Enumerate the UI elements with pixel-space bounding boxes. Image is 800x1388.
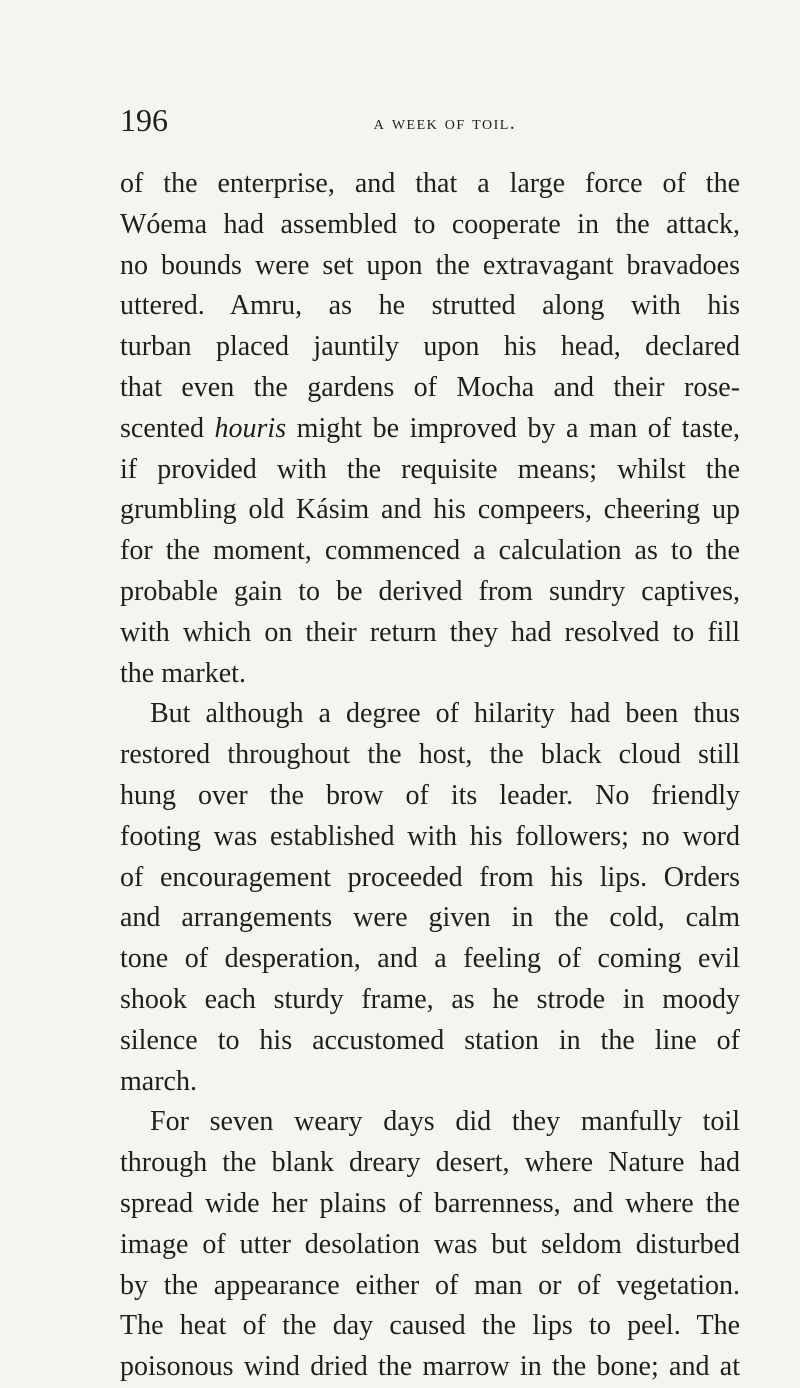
text-line: for the moment, commenced a calculation as to the	[120, 535, 740, 567]
text-line-end: might be improved by a man of taste,	[286, 412, 740, 444]
text-line	[120, 409, 740, 450]
text-line: and arrangements were given in the cold, calm	[120, 902, 740, 934]
text-line: tone of desperation, and a feeling of coming evil	[120, 943, 740, 975]
text-line: silence to his accustomed station in the line of	[120, 1024, 740, 1056]
text-line: the market.	[120, 657, 246, 689]
body-text	[120, 164, 740, 1388]
page-number: 196	[120, 102, 168, 138]
text-line: march.	[120, 1065, 197, 1097]
text-line: uttered. Amru, as he strutted along with his	[120, 290, 740, 322]
text-line: The heat of the day caused the lips to peel. The	[120, 1310, 740, 1342]
italic-word: houris	[214, 412, 287, 444]
text-line: by the appearance either of man or of vegetation.	[120, 1269, 740, 1301]
text-line: spread wide her plains of barrenness, and where the	[120, 1187, 740, 1219]
text-line: through the blank dreary desert, where Nature had	[120, 1147, 740, 1179]
text-line: hung over the brow of its leader. No friendly	[120, 779, 740, 811]
page-header	[120, 100, 730, 140]
text-line: Wóema had assembled to cooperate in the attack,	[120, 208, 740, 240]
text-line: poisonous wind dried the marrow in the bone; and at	[120, 1351, 740, 1383]
text-line: For seven weary days did they manfully toil	[150, 1106, 740, 1138]
text-line: that even the gardens of Mocha and their rose-	[120, 371, 740, 403]
text-line: probable gain to be derived from sundry captives,	[120, 575, 740, 607]
text-line: shook each sturdy frame, as he strode in moody	[120, 983, 740, 1015]
text-line: image of utter desolation was but seldom disturbed	[120, 1228, 740, 1260]
text-line: if provided with the requisite means; whilst the	[120, 453, 740, 485]
text-line: with which on their return they had resolved to fill	[120, 616, 740, 648]
text-line: turban placed jauntily upon his head, declared	[120, 331, 740, 363]
text-line: of encouragement proceeded from his lips. Orders	[120, 861, 740, 893]
text-line-start: scented	[120, 412, 215, 444]
text-line: grumbling old Kásim and his compeers, cheering up	[120, 494, 740, 526]
text-line: But although a degree of hilarity had been thus	[150, 698, 740, 730]
text-line: no bounds were set upon the extravagant bravadoes	[120, 249, 740, 281]
running-head: a week of toil.	[373, 112, 517, 134]
text-line: footing was established with his followers; no word	[120, 820, 740, 852]
text-line: of the enterprise, and that a large force of the	[120, 168, 740, 199]
text-line: restored throughout the host, the black cloud still	[120, 739, 740, 771]
